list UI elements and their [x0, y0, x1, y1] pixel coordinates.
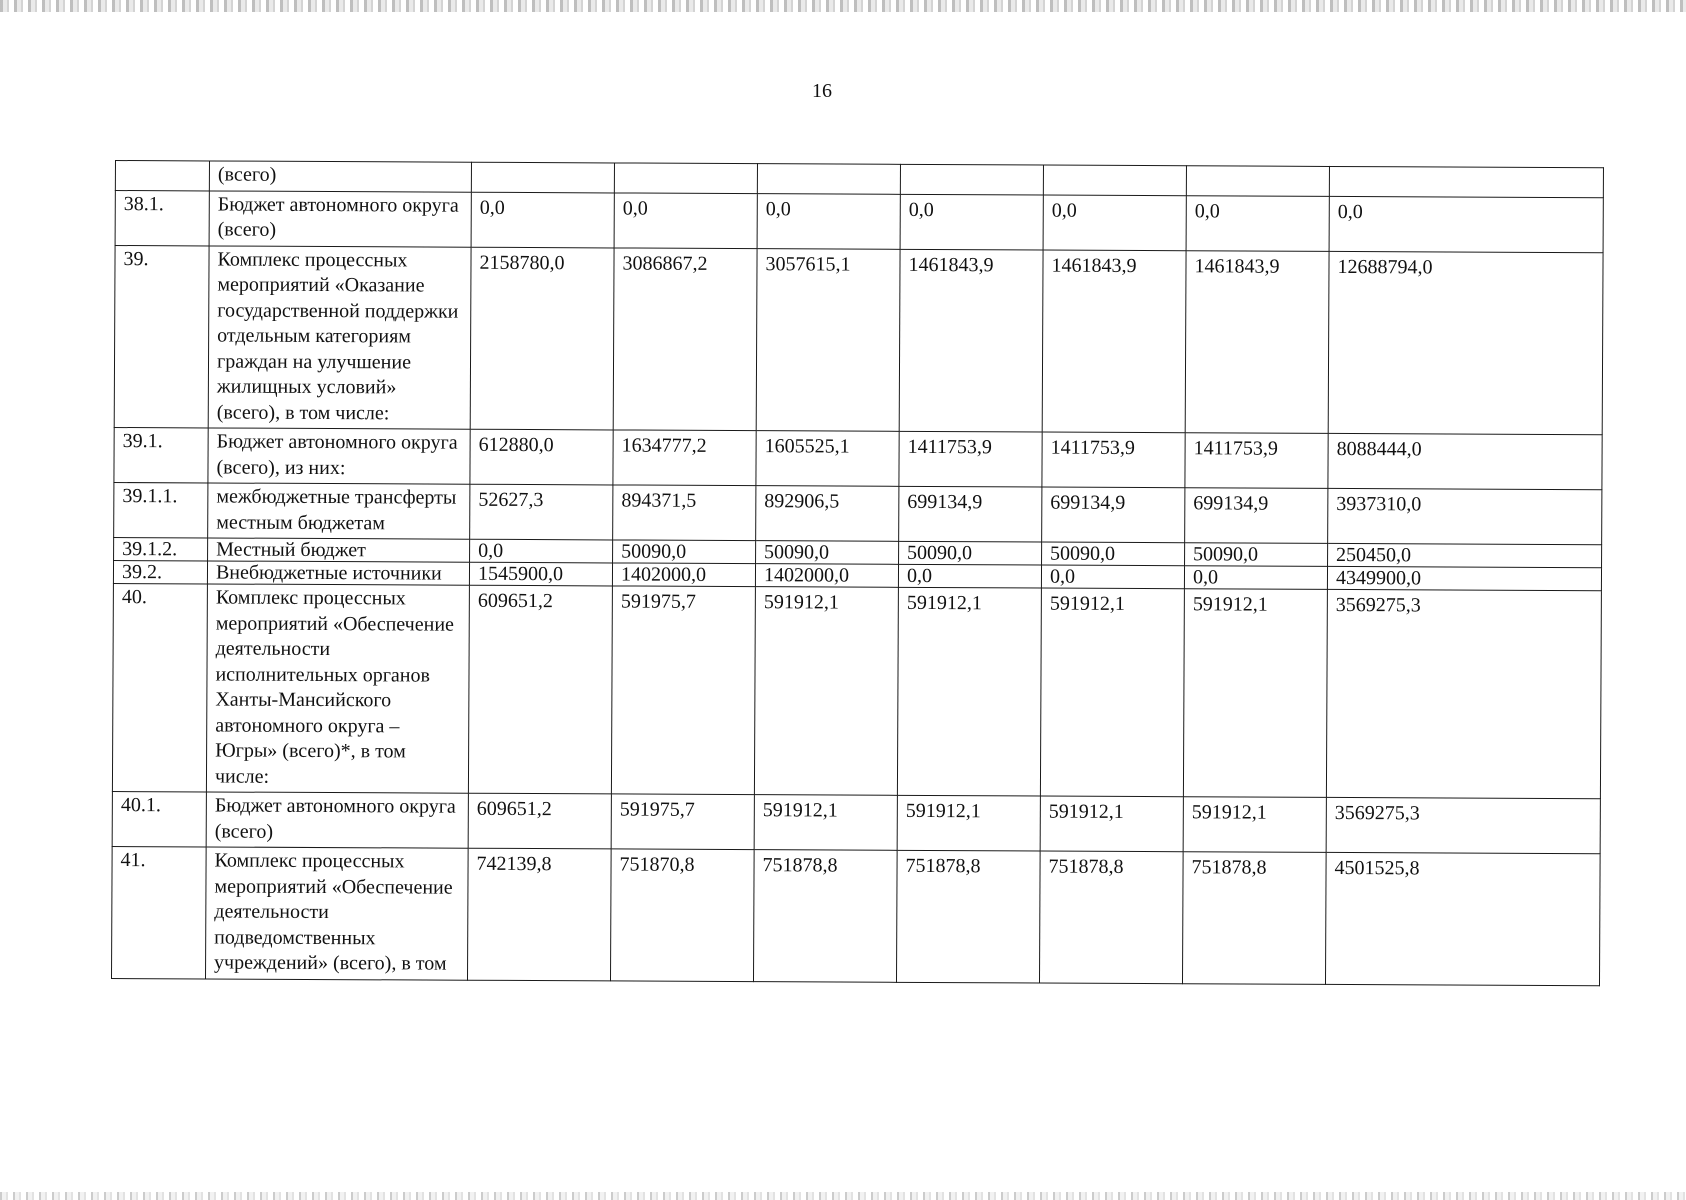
value-cell: [900, 164, 1043, 194]
value-cell: 50090,0: [899, 541, 1042, 565]
value-cell: 751878,8: [896, 850, 1040, 982]
total-cell: 3937310,0: [1328, 488, 1602, 544]
value-cell: 3086867,2: [613, 247, 757, 430]
table-row: [114, 427, 1602, 489]
value-cell: 1411753,9: [1185, 433, 1328, 489]
value-cell: 0,0: [757, 193, 900, 249]
value-cell: 699134,9: [899, 486, 1042, 542]
total-cell: 4349900,0: [1327, 566, 1601, 590]
total-cell: 3569275,3: [1326, 589, 1601, 798]
row-name-cell: Бюджет автономного округа (всего): [209, 190, 471, 246]
total-cell: 3569275,3: [1326, 797, 1600, 853]
value-cell: 609651,2: [468, 585, 612, 794]
total-cell: 4501525,8: [1325, 852, 1600, 985]
value-cell: 612880,0: [470, 429, 613, 485]
value-cell: 591912,1: [1183, 797, 1326, 853]
value-cell: 892906,5: [756, 486, 899, 542]
row-number-cell: 40.1.: [112, 791, 206, 846]
row-name-cell: межбюджетные трансферты местным бюджетам: [208, 483, 470, 539]
value-cell: [1186, 166, 1329, 196]
value-cell: 742139,8: [467, 848, 611, 980]
total-cell: 12688794,0: [1328, 251, 1603, 435]
row-name-cell: Комплекс процессных мероприятий «Обеспечение деятельности исполнительных органов Ханты-Мансийского автономного округа – Югры» (всего)*, в том числе:: [206, 584, 469, 793]
row-number-cell: 40.: [112, 583, 207, 791]
value-cell: 1461843,9: [1042, 250, 1186, 433]
scan-edge-top: [0, 0, 1686, 12]
value-cell: 591912,1: [897, 795, 1040, 851]
row-name-cell: Местный бюджет: [208, 538, 470, 562]
row-name-cell: Бюджет автономного округа (всего), из них:: [208, 428, 470, 484]
value-cell: 751870,8: [610, 849, 754, 981]
row-name-cell: Бюджет автономного округа (всего): [206, 792, 468, 848]
value-cell: [614, 163, 757, 193]
value-cell: 751878,8: [1039, 851, 1183, 983]
value-cell: 1605525,1: [756, 431, 899, 487]
value-cell: [1043, 165, 1186, 195]
value-cell: [471, 162, 614, 192]
value-cell: 1402000,0: [755, 564, 898, 588]
value-cell: 609651,2: [468, 793, 611, 849]
row-number-cell: 41.: [112, 846, 207, 978]
value-cell: 1545900,0: [469, 562, 612, 586]
row-number-cell: 38.1.: [115, 190, 209, 245]
row-name-cell: Комплекс процессных мероприятий «Оказание государственной поддержки отдельным категориям граждан на улучшение жилищных условий» (всего), в том числе:: [208, 245, 471, 429]
value-cell: 1461843,9: [1185, 250, 1329, 433]
value-cell: 591912,1: [1040, 796, 1183, 852]
funding-table: [111, 160, 1604, 986]
total-cell: 250450,0: [1328, 543, 1602, 567]
value-cell: 0,0: [1043, 195, 1186, 251]
value-cell: 0,0: [1041, 565, 1184, 589]
value-cell: 50090,0: [1185, 543, 1328, 567]
value-cell: 591912,1: [897, 587, 1041, 796]
value-cell: 1461843,9: [899, 249, 1043, 432]
value-cell: 591975,7: [611, 794, 754, 850]
page-number: 16: [812, 80, 832, 102]
table-row: [112, 791, 1600, 853]
value-cell: 2158780,0: [470, 247, 614, 430]
row-number-cell: 39.1.2.: [114, 537, 208, 560]
table-row: [114, 245, 1603, 435]
value-cell: 1411753,9: [899, 431, 1042, 487]
table-row: [115, 190, 1603, 252]
total-cell: [1329, 166, 1603, 197]
value-cell: 591975,7: [611, 586, 755, 795]
value-cell: 591912,1: [1183, 589, 1327, 798]
table-row: [112, 583, 1601, 798]
value-cell: 50090,0: [613, 540, 756, 564]
value-cell: 699134,9: [1185, 488, 1328, 544]
value-cell: 0,0: [1184, 566, 1327, 590]
value-cell: 591912,1: [1040, 588, 1184, 797]
total-cell: 8088444,0: [1328, 433, 1602, 489]
value-cell: 50090,0: [1042, 542, 1185, 566]
value-cell: 0,0: [471, 192, 614, 248]
value-cell: 50090,0: [756, 541, 899, 565]
scan-edge-bottom: [0, 1192, 1686, 1200]
row-number-cell: 39.2.: [113, 560, 207, 583]
value-cell: 0,0: [614, 192, 757, 248]
value-cell: [757, 164, 900, 194]
row-number-cell: 39.1.: [114, 427, 208, 482]
value-cell: 3057615,1: [756, 248, 900, 431]
row-name-cell: Внебюджетные источники: [207, 561, 469, 585]
value-cell: 591912,1: [754, 795, 897, 851]
value-cell: 1634777,2: [613, 430, 756, 486]
value-cell: 894371,5: [613, 485, 756, 541]
table-row: [112, 846, 1601, 985]
value-cell: 52627,3: [470, 484, 613, 540]
value-cell: 1402000,0: [612, 563, 755, 587]
value-cell: 751878,8: [1182, 852, 1326, 984]
value-cell: 751878,8: [753, 850, 897, 982]
row-number-cell: [115, 161, 209, 191]
value-cell: 1411753,9: [1042, 432, 1185, 488]
value-cell: 0,0: [900, 194, 1043, 250]
row-name-cell: Комплекс процессных мероприятий «Обеспечение деятельности подведомственных учреждений» (всего), в том: [206, 847, 469, 980]
value-cell: 0,0: [1186, 195, 1329, 251]
row-number-cell: 39.1.1.: [114, 482, 208, 537]
row-name-cell: (всего): [209, 161, 471, 192]
value-cell: 591912,1: [754, 587, 898, 796]
value-cell: 699134,9: [1042, 487, 1185, 543]
value-cell: 0,0: [898, 564, 1041, 588]
table-row: [114, 482, 1602, 544]
total-cell: 0,0: [1329, 196, 1603, 252]
row-number-cell: 39.: [114, 245, 209, 428]
value-cell: 0,0: [470, 539, 613, 563]
